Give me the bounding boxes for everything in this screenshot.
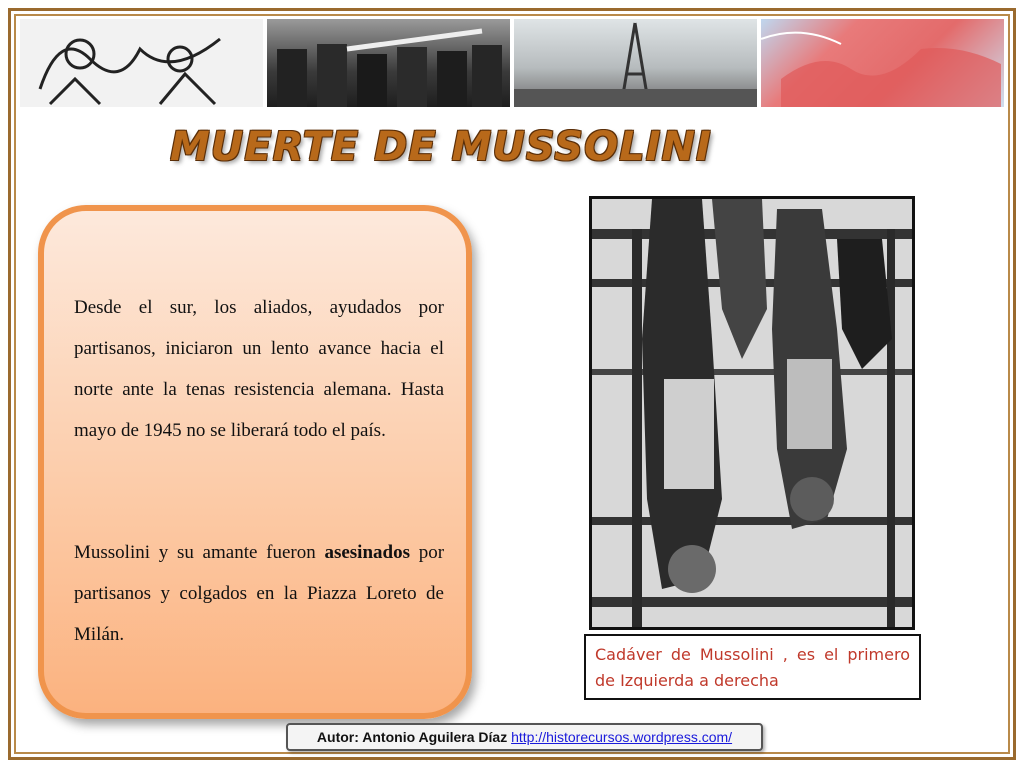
author-footer xyxy=(286,723,763,751)
mussolini-photo xyxy=(589,196,915,630)
text-panel xyxy=(38,205,472,719)
europe-map-image xyxy=(761,19,1004,107)
paragraph-mussolini-end: por partisanos y colgados en la Piazza Loreto de Milán. xyxy=(74,542,445,645)
bold-word: asesinados xyxy=(324,542,410,563)
slide-title: MUERTE DE MUSSOLINI xyxy=(170,124,712,170)
soldiers-image xyxy=(267,19,510,107)
header-banner xyxy=(20,19,1004,107)
eiffel-tower-image xyxy=(514,19,757,107)
caricature-image xyxy=(20,19,263,107)
paragraph-allies: Desde el sur, los aliados, ayudados por partisanos, iniciaron un lento avance hacia el norte ante la tenas resistencia alemana. Hasta mayo de 1945 no se liberará todo el país. xyxy=(74,297,444,441)
author-label: Autor: Antonio Aguilera Díaz xyxy=(316,729,508,745)
paragraph-mussolini xyxy=(74,532,444,655)
blog-link[interactable]: http://historecursos.wordpress.com/ xyxy=(511,729,733,745)
photo-caption: Cadáver de Mussolini , es el primero de Izquierda a derecha xyxy=(584,634,921,700)
paragraph-mussolini-start: Mussolini y su amante fueron xyxy=(74,542,316,563)
